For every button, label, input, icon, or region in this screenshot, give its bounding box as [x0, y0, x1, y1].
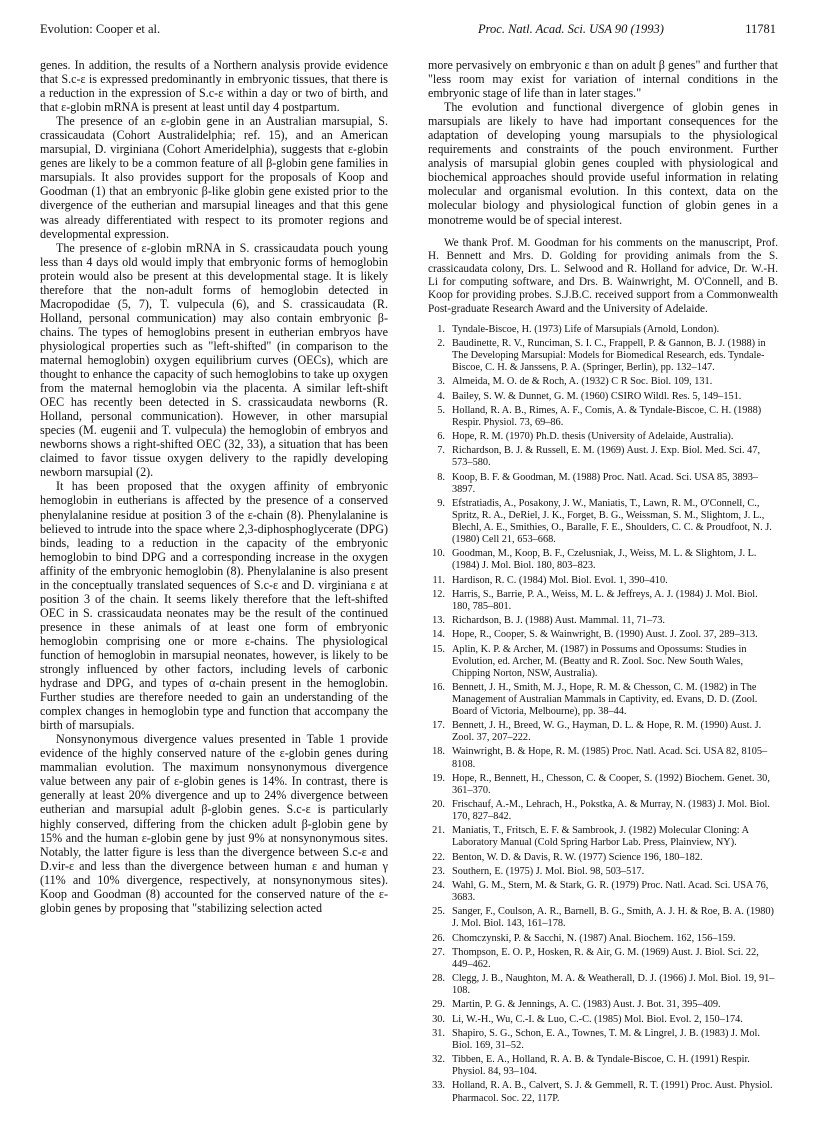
- reference-item: [428, 720, 778, 744]
- reference-item: [428, 376, 778, 388]
- reference-text: Bailey, S. W. & Dunnet, G. M. (1960) CSIRO Wildl. Res. 5, 149–151.: [452, 390, 742, 402]
- reference-text: Benton, W. D. & Davis, R. W. (1977) Science 196, 180–182.: [452, 851, 703, 863]
- reference-number: 1.: [437, 323, 445, 335]
- reference-number: 5.: [437, 404, 445, 416]
- reference-item: [428, 1028, 778, 1052]
- reference-text: Clegg, J. B., Naughton, M. A. & Weatherall, D. J. (1966) J. Mol. Biol. 19, 91–108.: [452, 973, 775, 997]
- body-paragraph: The presence of an ε-globin gene in an Australian marsupial, S. crassicaudata (Cohort Australidelphia; ref. 15), and an American marsupial, D. virginiana (Cohort Ameridelphia), suggests that ε-globin genes are likely to be a common feature of all β-globin gene families in marsupials. It also provides support for the proposals of Koop and Goodman (1) that an embryonic β-like globin gene existed prior to the divergence of the eutherian and marsupial lineages and that this gene was already differentiated with respect to its promoter regions and developmental expression.: [40, 114, 388, 241]
- reference-number: 8.: [437, 471, 445, 483]
- reference-text: Thompson, E. O. P., Hosken, R. & Air, G. M. (1969) Aust. J. Biol. Sci. 22, 449–462.: [452, 946, 759, 970]
- reference-number: 16.: [432, 681, 445, 693]
- reference-number: 18.: [432, 746, 445, 758]
- reference-item: [428, 431, 778, 443]
- reference-item: [428, 773, 778, 797]
- reference-item: [428, 973, 778, 997]
- reference-number: 31.: [432, 1027, 445, 1039]
- reference-number: 33.: [432, 1080, 445, 1092]
- reference-text: Holland, R. A. B., Rimes, A. F., Comis, A. & Tyndale-Biscoe, C. H. (1988) Respir. Physiol. 73, 69–86.: [452, 404, 762, 428]
- reference-item: [428, 866, 778, 878]
- reference-text: Aplin, K. P. & Archer, M. (1987) in Possums and Opossums: Studies in Evolution, ed. Archer, M. (Beatty and R. Zool. Soc. New South Wales, Chipping Norton, NSW, Australia).: [452, 643, 747, 679]
- reference-text: Maniatis, T., Fritsch, E. F. & Sambrook, J. (1982) Molecular Cloning: A Laboratory Manual (Cold Spring Harbor Lab. Press, Plainview, NY).: [452, 825, 749, 849]
- reference-number: 10.: [432, 548, 445, 560]
- body-paragraph: The presence of ε-globin mRNA in S. crassicaudata pouch young less than 4 days old would imply that embryonic forms of hemoglobin protein would also be present at this developmental stage. It is likely therefore that the non-adult forms of hemoglobin detected in Macropodidae (5, 7), T. vulpecula (6), and S. crassicaudata (R. Holland, personal communication) may also contain embryonic β-chains. The types of hemoglobins present in eutherian embryos have physiological properties such as "left-shifted" (in comparison to the maternal hemoglobin) oxygen equilibrium curves (OECs), which are thought to enhance the capacity of such hemoglobins to take up oxygen from the maternal hemoglobin via the placenta. A similar left-shift OEC has recently been detected in S. crassicaudata newborns (R. Holland, personal communication). However, in other marsupial species (M. eugenii and T. vulpecula) the hemoglobin of embryos and newborns shows a right-shifted OEC (32, 33), a situation that has been claimed to favor tissue oxygen delivery to the rapidly developing newborn marsupial (2).: [40, 240, 388, 480]
- reference-item: [428, 405, 778, 429]
- reference-text: Bennett, J. H., Smith, M. J., Hope, R. M. & Chesson, C. M. (1982) in The Management of Australian Mammals in Captivity, ed. Evans, D. D. (Zool. Board of Victoria, Melbourne), pp. 38–44.: [452, 681, 758, 717]
- reference-item: [428, 799, 778, 823]
- reference-text: Li, W.-H., Wu, C.-I. & Luo, C.-C. (1985) Mol. Biol. Evol. 2, 150–174.: [452, 1013, 743, 1025]
- reference-item: [428, 947, 778, 971]
- reference-text: Southern, E. (1975) J. Mol. Biol. 98, 503–517.: [452, 865, 645, 877]
- reference-item: [428, 548, 778, 572]
- body-paragraph: more pervasively on embryonic ε than on adult β genes" and further that "less room may exist for variation of internal conditions in the embryonic stage of life than in later stages.": [428, 58, 778, 101]
- reference-number: 29.: [432, 999, 445, 1011]
- acknowledgment: We thank Prof. M. Goodman for his comments on the manuscript, Prof. H. Bennett and Mrs. D. Golding for providing animals from the S. crassicaudata colony, Drs. L. Selwood and R. Holland for advice, Dr. W.-H. Li for computing software, and Drs. B. Wainwright, M. O'Connell, and B. Koop for providing probes. S.J.B.C. received support from a Commonwealth Post-graduate Research Award and the University of Adelaide.: [428, 236, 778, 315]
- reference-number: 27.: [432, 946, 445, 958]
- running-head-left: Evolution: Cooper et al.: [40, 22, 161, 36]
- reference-number: 23.: [432, 865, 445, 877]
- reference-item: [428, 338, 778, 374]
- reference-number: 6.: [437, 431, 445, 443]
- reference-number: 12.: [432, 588, 445, 600]
- reference-text: Harris, S., Barrie, P. A., Weiss, M. L. & Jeffreys, A. J. (1984) J. Mol. Biol. 180, 785–801.: [452, 588, 758, 612]
- reference-number: 17.: [432, 720, 445, 732]
- reference-item: [428, 746, 778, 770]
- reference-number: 28.: [432, 973, 445, 985]
- reference-item: [428, 852, 778, 864]
- reference-item: [428, 1054, 778, 1078]
- reference-number: 11.: [432, 574, 445, 586]
- reference-text: Wahl, G. M., Stern, M. & Stark, G. R. (1979) Proc. Natl. Acad. Sci. USA 76, 3683.: [452, 880, 769, 904]
- reference-number: 26.: [432, 932, 445, 944]
- reference-item: [428, 644, 778, 680]
- reference-number: 25.: [432, 906, 445, 918]
- reference-text: Richardson, B. J. (1988) Aust. Mammal. 11, 71–73.: [452, 615, 665, 627]
- journal-citation: Proc. Natl. Acad. Sci. USA 90 (1993): [478, 22, 664, 36]
- body-paragraph: The evolution and functional divergence of globin genes in marsupials are likely to have had important consequences for the adaptation of developing young marsupials to the physiological requirements and constraints of the pouch environment. Further analysis of marsupial globin genes coupled with physiological and biochemical approaches should provide useful information in relating molecular and organismal evolution. In this context, data on the molecular biology and physiological function of globin genes in a monotreme would be of special interest.: [428, 100, 778, 227]
- reference-number: 24.: [432, 880, 445, 892]
- body-paragraph: genes. In addition, the results of a Northern analysis provide evidence that S.c-ε is expressed predominantly in embryonic tissues, that there is a reduction in the expression of S.c-ε within a day or two of birth, and that ε-globin mRNA is present at least until day 4 postpartum.: [40, 58, 388, 115]
- reference-item: [428, 391, 778, 403]
- reference-number: 19.: [432, 772, 445, 784]
- reference-text: Hope, R., Bennett, H., Chesson, C. & Cooper, S. (1992) Biochem. Genet. 30, 361–370.: [452, 772, 770, 796]
- reference-text: Efstratiadis, A., Posakony, J. W., Maniatis, T., Lawn, R. M., O'Connell, C., Spritz, R. A., DeRiel, J. K., Forget, B. G., Weissman, S. M., Slightom, J. L., Blechl, A. E., Smithies, O., Baralle, F. E., Shoulders, C. C. & Proudfoot, N. J. (1980) Cell 21, 653–668.: [452, 497, 772, 546]
- page-header: [40, 22, 776, 40]
- reference-item: [428, 933, 778, 945]
- reference-number: 3.: [437, 376, 445, 388]
- reference-number: 7.: [437, 445, 445, 457]
- reference-text: Wainwright, B. & Hope, R. M. (1985) Proc. Natl. Acad. Sci. USA 82, 8105–8108.: [452, 746, 768, 770]
- reference-item: [428, 1014, 778, 1026]
- reference-text: Almeida, M. O. de & Roch, A. (1932) C R Soc. Biol. 109, 131.: [452, 376, 713, 388]
- reference-number: 20.: [432, 799, 445, 811]
- reference-text: Koop, B. F. & Goodman, M. (1988) Proc. Natl. Acad. Sci. USA 85, 3893–3897.: [452, 471, 759, 495]
- reference-text: Hardison, R. C. (1984) Mol. Biol. Evol. 1, 390–410.: [452, 574, 668, 586]
- reference-number: 2.: [437, 338, 445, 350]
- reference-number: 22.: [432, 851, 445, 863]
- reference-number: 32.: [432, 1054, 445, 1066]
- body-paragraph: It has been proposed that the oxygen affinity of embryonic hemoglobin in eutherians is affected by the presence of a conserved phenylalanine residue at position 3 of the ε-chain (8). Phenylalanine is believed to intrude into the space where 2,3-diphosphoglycerate (DPG) binds, leading to a reduction in the capacity of the embryonic hemoglobin to bind DPG and a corresponding increase in the oxygen affinity of the embryonic hemoglobin (8). Phenylalanine is also present in the conceptually translated sequences of S.c-ε and D. virginiana ε at position 3 of the chain. It seems likely therefore that the left-shifted OEC in S. crassicaudata neonates may be the result of the continued presence in these animals of at least one form of embryonic hemoglobin comprising one or more ε-chains. The physiological function of hemoglobin in marsupial neonates, however, is likely to be strongly influenced by other factors, including levels of carbonic hydrase and DPG, and types of α-chain present in the hemoglobin. Further studies are therefore needed to gain an understanding of the complex changes in hemoglobin type and function that accompany the birth of marsupials.: [40, 479, 388, 733]
- reference-text: Frischauf, A.-M., Lehrach, H., Pokstka, A. & Murray, N. (1983) J. Mol. Biol. 170, 827–842.: [452, 799, 770, 823]
- reference-number: 13.: [432, 615, 445, 627]
- reference-item: [428, 445, 778, 469]
- reference-text: Holland, R. A. B., Calvert, S. J. & Gemmell, R. T. (1991) Proc. Aust. Physiol. Pharmacol. Soc. 22, 117P.: [452, 1080, 773, 1104]
- page-number: 11781: [745, 22, 776, 36]
- reference-item: [428, 999, 778, 1011]
- reference-text: Richardson, B. J. & Russell, E. M. (1969) Aust. J. Exp. Biol. Med. Sci. 47, 573–580.: [452, 445, 761, 469]
- reference-number: 30.: [432, 1013, 445, 1025]
- reference-text: Bennett, J. H., Breed, W. G., Hayman, D. L. & Hope, R. M. (1990) Aust. J. Zool. 37, 207–222.: [452, 720, 762, 744]
- reference-number: 21.: [432, 825, 445, 837]
- reference-number: 4.: [437, 390, 445, 402]
- reference-item: [428, 682, 778, 718]
- reference-text: Tibben, E. A., Holland, R. A. B. & Tyndale-Biscoe, C. H. (1991) Respir. Physiol. 84, 93–104.: [452, 1054, 750, 1078]
- reference-text: Hope, R. M. (1970) Ph.D. thesis (University of Adelaide, Australia).: [452, 431, 734, 443]
- reference-number: 9.: [437, 497, 445, 509]
- reference-list: [428, 324, 778, 1105]
- reference-item: [428, 498, 778, 546]
- reference-item: [428, 324, 778, 336]
- reference-number: 14.: [432, 629, 445, 641]
- reference-item: [428, 615, 778, 627]
- reference-text: Hope, R., Cooper, S. & Wainwright, B. (1990) Aust. J. Zool. 37, 289–313.: [452, 629, 758, 641]
- reference-item: [428, 1080, 778, 1104]
- reference-text: Sanger, F., Coulson, A. R., Barnell, B. G., Smith, A. J. H. & Roe, B. A. (1980) J. Mol. Biol. 143, 161–178.: [452, 906, 774, 930]
- left-column: [40, 58, 388, 915]
- reference-text: Goodman, M., Koop, B. F., Czelusniak, J., Weiss, M. L. & Slightom, J. L. (1984) J. Mol. Biol. 180, 803–823.: [452, 548, 757, 572]
- reference-text: Martin, P. G. & Jennings, A. C. (1983) Aust. J. Bot. 31, 395–409.: [452, 999, 721, 1011]
- right-column: [428, 58, 778, 1107]
- reference-item: [428, 825, 778, 849]
- reference-text: Tyndale-Biscoe, H. (1973) Life of Marsupials (Arnold, London).: [452, 323, 720, 335]
- reference-text: Shapiro, S. G., Schon, E. A., Townes, T. M. & Lingrel, J. B. (1983) J. Mol. Biol. 169, 31–52.: [452, 1027, 760, 1051]
- reference-text: Chomczynski, P. & Sacchi, N. (1987) Anal. Biochem. 162, 156–159.: [452, 932, 736, 944]
- reference-number: 15.: [432, 643, 445, 655]
- reference-text: Baudinette, R. V., Runciman, S. I. C., Frappell, P. & Gannon, B. J. (1988) in The Developing Marsupial: Models for Biomedical Research, eds. Tyndale-Biscoe, C. H. & Janssens, P. A. (Springer, Berlin), pp. 132–147.: [452, 338, 766, 374]
- body-paragraph: Nonsynonymous divergence values presented in Table 1 provide evidence of the highly conserved nature of the ε-globin genes during mammalian evolution. The maximum nonsynonymous divergence value between any pair of ε-globin genes is 14%. In contrast, there is generally at least 20% divergence and up to 24% divergence between eutherian and marsupial adult β-globin genes. S.c-ε is particularly highly conserved, differing from the chicken adult β-globin gene by 15% and the human ε-globin gene by just 9% at nonsynonymous sites. Notably, the latter figure is less than the divergence between S.c-ε and D.vir-ε and less than the divergence between human ε and human γ (11% and 10% divergence, respectively, at nonsynonymous sites). Koop and Goodman (8) accounted for the conserved nature of the ε-globin genes by proposing that "stabilizing selection acted: [40, 732, 388, 915]
- reference-item: [428, 589, 778, 613]
- reference-item: [428, 575, 778, 587]
- reference-item: [428, 880, 778, 904]
- reference-item: [428, 472, 778, 496]
- reference-item: [428, 906, 778, 930]
- reference-item: [428, 629, 778, 641]
